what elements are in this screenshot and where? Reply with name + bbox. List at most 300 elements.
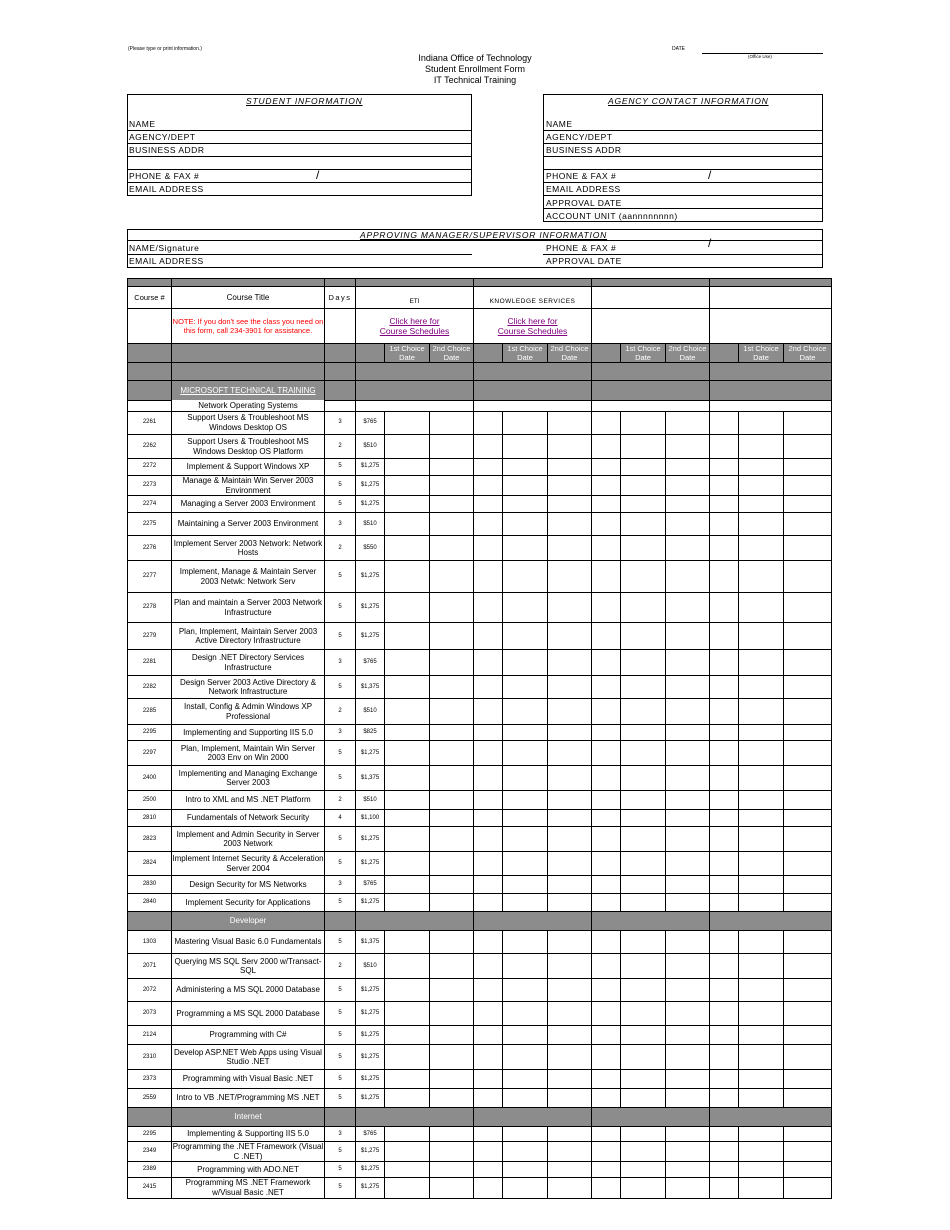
vendor-check-cell[interactable] [474,1142,503,1162]
vendor-check-cell[interactable] [474,593,503,623]
vendor-check-cell[interactable] [592,766,621,791]
vendor-check-cell[interactable] [710,894,739,912]
second-choice-cell[interactable] [548,979,592,1002]
vendor-check-cell[interactable] [710,1089,739,1108]
eti-second-choice-cell[interactable] [430,536,474,561]
second-choice-cell[interactable] [784,513,832,536]
first-choice-cell[interactable] [621,676,666,699]
vendor-check-cell[interactable] [592,476,621,496]
first-choice-cell[interactable] [621,1026,666,1045]
second-choice-cell[interactable] [666,979,710,1002]
vendor-check-cell[interactable] [592,513,621,536]
second-choice-cell[interactable] [548,894,592,912]
vendor-check-cell[interactable] [710,1142,739,1162]
first-choice-cell[interactable] [503,513,548,536]
vendor-check-cell[interactable] [592,1162,621,1178]
second-choice-cell[interactable] [784,979,832,1002]
first-choice-cell[interactable] [503,593,548,623]
second-choice-cell[interactable] [666,791,710,810]
vendor-check-cell[interactable] [474,412,503,435]
vendor-check-cell[interactable] [592,699,621,725]
vendor-check-cell[interactable] [710,791,739,810]
second-choice-cell[interactable] [548,741,592,766]
second-choice-cell[interactable] [548,1089,592,1108]
first-choice-cell[interactable] [503,435,548,459]
second-choice-cell[interactable] [666,954,710,979]
vendor-check-cell[interactable] [474,650,503,676]
eti-second-choice-cell[interactable] [430,496,474,513]
eti-first-choice-cell[interactable] [385,476,430,496]
eti-first-choice-cell[interactable] [385,623,430,650]
first-choice-cell[interactable] [739,894,784,912]
second-choice-cell[interactable] [784,1045,832,1070]
vendor-check-cell[interactable] [474,1127,503,1142]
vendor-check-cell[interactable] [474,476,503,496]
second-choice-cell[interactable] [666,741,710,766]
first-choice-cell[interactable] [739,1002,784,1026]
first-choice-cell[interactable] [739,852,784,876]
vendor-check-cell[interactable] [592,459,621,476]
second-choice-cell[interactable] [548,810,592,827]
first-choice-cell[interactable] [621,536,666,561]
second-choice-cell[interactable] [784,1142,832,1162]
second-choice-cell[interactable] [666,676,710,699]
eti-first-choice-cell[interactable] [385,931,430,954]
eti-second-choice-cell[interactable] [430,876,474,894]
vendor-check-cell[interactable] [474,536,503,561]
eti-first-choice-cell[interactable] [385,894,430,912]
first-choice-cell[interactable] [621,1178,666,1198]
first-choice-cell[interactable] [621,1045,666,1070]
eti-second-choice-cell[interactable] [430,459,474,476]
eti-second-choice-cell[interactable] [430,1142,474,1162]
second-choice-cell[interactable] [666,412,710,435]
first-choice-cell[interactable] [739,741,784,766]
first-choice-cell[interactable] [503,676,548,699]
first-choice-cell[interactable] [503,1178,548,1198]
eti-first-choice-cell[interactable] [385,954,430,979]
eti-first-choice-cell[interactable] [385,1178,430,1198]
second-choice-cell[interactable] [666,876,710,894]
vendor-check-cell[interactable] [474,876,503,894]
eti-first-choice-cell[interactable] [385,1162,430,1178]
vendor-check-cell[interactable] [592,931,621,954]
first-choice-cell[interactable] [739,476,784,496]
first-choice-cell[interactable] [621,1127,666,1142]
student-agency-field[interactable] [127,143,472,144]
second-choice-cell[interactable] [548,623,592,650]
second-choice-cell[interactable] [548,876,592,894]
second-choice-cell[interactable] [666,931,710,954]
manager-name-field[interactable] [127,254,472,255]
eti-first-choice-cell[interactable] [385,1089,430,1108]
second-choice-cell[interactable] [784,593,832,623]
vendor-check-cell[interactable] [710,412,739,435]
second-choice-cell[interactable] [666,593,710,623]
first-choice-cell[interactable] [503,827,548,852]
second-choice-cell[interactable] [548,1045,592,1070]
eti-second-choice-cell[interactable] [430,699,474,725]
vendor-check-cell[interactable] [474,979,503,1002]
second-choice-cell[interactable] [548,852,592,876]
vendor-check-cell[interactable] [710,827,739,852]
first-choice-cell[interactable] [739,1178,784,1198]
second-choice-cell[interactable] [666,852,710,876]
first-choice-cell[interactable] [503,876,548,894]
second-choice-cell[interactable] [548,954,592,979]
second-choice-cell[interactable] [784,676,832,699]
first-choice-cell[interactable] [739,791,784,810]
vendor-check-cell[interactable] [592,741,621,766]
eti-first-choice-cell[interactable] [385,513,430,536]
vendor-check-cell[interactable] [592,1002,621,1026]
second-choice-cell[interactable] [784,1162,832,1178]
first-choice-cell[interactable] [739,1045,784,1070]
first-choice-cell[interactable] [503,894,548,912]
vendor-check-cell[interactable] [710,699,739,725]
first-choice-cell[interactable] [621,699,666,725]
vendor-check-cell[interactable] [592,496,621,513]
second-choice-cell[interactable] [784,476,832,496]
vendor-check-cell[interactable] [710,676,739,699]
vendor-check-cell[interactable] [592,412,621,435]
first-choice-cell[interactable] [621,1070,666,1089]
first-choice-cell[interactable] [739,435,784,459]
second-choice-cell[interactable] [666,623,710,650]
second-choice-cell[interactable] [784,1127,832,1142]
second-choice-cell[interactable] [548,1162,592,1178]
first-choice-cell[interactable] [739,650,784,676]
second-choice-cell[interactable] [784,876,832,894]
eti-first-choice-cell[interactable] [385,650,430,676]
first-choice-cell[interactable] [739,496,784,513]
eti-second-choice-cell[interactable] [430,593,474,623]
first-choice-cell[interactable] [503,412,548,435]
second-choice-cell[interactable] [784,766,832,791]
second-choice-cell[interactable] [784,827,832,852]
ks-link-line1[interactable]: Click here for [507,315,558,326]
agency-dept-field[interactable] [543,143,823,144]
second-choice-cell[interactable] [784,496,832,513]
vendor-check-cell[interactable] [592,979,621,1002]
first-choice-cell[interactable] [739,931,784,954]
second-choice-cell[interactable] [666,894,710,912]
first-choice-cell[interactable] [739,593,784,623]
first-choice-cell[interactable] [739,954,784,979]
first-choice-cell[interactable] [621,791,666,810]
vendor-check-cell[interactable] [710,650,739,676]
first-choice-cell[interactable] [621,496,666,513]
second-choice-cell[interactable] [784,1178,832,1198]
vendor-check-cell[interactable] [710,1045,739,1070]
eti-first-choice-cell[interactable] [385,536,430,561]
second-choice-cell[interactable] [784,412,832,435]
first-choice-cell[interactable] [621,513,666,536]
vendor-check-cell[interactable] [592,876,621,894]
second-choice-cell[interactable] [548,435,592,459]
vendor-check-cell[interactable] [592,1127,621,1142]
first-choice-cell[interactable] [739,766,784,791]
eti-first-choice-cell[interactable] [385,1026,430,1045]
eti-second-choice-cell[interactable] [430,741,474,766]
first-choice-cell[interactable] [621,1089,666,1108]
first-choice-cell[interactable] [503,1045,548,1070]
first-choice-cell[interactable] [739,810,784,827]
vendor-check-cell[interactable] [474,459,503,476]
eti-second-choice-cell[interactable] [430,650,474,676]
first-choice-cell[interactable] [739,725,784,741]
second-choice-cell[interactable] [666,1142,710,1162]
eti-second-choice-cell[interactable] [430,561,474,593]
vendor-check-cell[interactable] [474,1002,503,1026]
vendor-check-cell[interactable] [710,979,739,1002]
first-choice-cell[interactable] [503,931,548,954]
first-choice-cell[interactable] [739,1162,784,1178]
eti-second-choice-cell[interactable] [430,1026,474,1045]
second-choice-cell[interactable] [548,766,592,791]
eti-second-choice-cell[interactable] [430,791,474,810]
agency-phone-field[interactable] [543,182,823,183]
first-choice-cell[interactable] [739,876,784,894]
first-choice-cell[interactable] [503,810,548,827]
vendor-check-cell[interactable] [710,536,739,561]
eti-first-choice-cell[interactable] [385,1070,430,1089]
vendor-check-cell[interactable] [710,741,739,766]
ks-schedule-link[interactable] [474,309,592,344]
agency-addr-field[interactable] [543,156,823,157]
second-choice-cell[interactable] [784,459,832,476]
second-choice-cell[interactable] [666,435,710,459]
eti-second-choice-cell[interactable] [430,1070,474,1089]
eti-second-choice-cell[interactable] [430,810,474,827]
second-choice-cell[interactable] [548,650,592,676]
second-choice-cell[interactable] [666,1070,710,1089]
second-choice-cell[interactable] [666,725,710,741]
first-choice-cell[interactable] [621,741,666,766]
second-choice-cell[interactable] [784,894,832,912]
second-choice-cell[interactable] [548,536,592,561]
vendor-check-cell[interactable] [474,1162,503,1178]
vendor-check-cell[interactable] [474,561,503,593]
first-choice-cell[interactable] [503,1142,548,1162]
first-choice-cell[interactable] [739,412,784,435]
first-choice-cell[interactable] [739,1070,784,1089]
vendor-check-cell[interactable] [592,725,621,741]
student-email-field[interactable] [127,195,472,196]
second-choice-cell[interactable] [666,1162,710,1178]
eti-second-choice-cell[interactable] [430,1002,474,1026]
eti-second-choice-cell[interactable] [430,435,474,459]
vendor-check-cell[interactable] [592,650,621,676]
second-choice-cell[interactable] [548,931,592,954]
second-choice-cell[interactable] [666,496,710,513]
second-choice-cell[interactable] [784,623,832,650]
vendor-check-cell[interactable] [710,496,739,513]
eti-first-choice-cell[interactable] [385,766,430,791]
second-choice-cell[interactable] [666,1026,710,1045]
second-choice-cell[interactable] [666,459,710,476]
vendor-check-cell[interactable] [592,852,621,876]
vendor-check-cell[interactable] [592,593,621,623]
vendor-check-cell[interactable] [474,513,503,536]
eti-second-choice-cell[interactable] [430,894,474,912]
first-choice-cell[interactable] [503,791,548,810]
vendor-check-cell[interactable] [592,791,621,810]
first-choice-cell[interactable] [621,623,666,650]
eti-first-choice-cell[interactable] [385,676,430,699]
vendor-check-cell[interactable] [710,476,739,496]
first-choice-cell[interactable] [503,1127,548,1142]
first-choice-cell[interactable] [739,676,784,699]
vendor-check-cell[interactable] [710,513,739,536]
eti-second-choice-cell[interactable] [430,1045,474,1070]
student-addr-field[interactable] [127,156,472,157]
vendor-check-cell[interactable] [710,1026,739,1045]
eti-first-choice-cell[interactable] [385,1127,430,1142]
vendor-check-cell[interactable] [710,1127,739,1142]
second-choice-cell[interactable] [784,561,832,593]
first-choice-cell[interactable] [503,623,548,650]
first-choice-cell[interactable] [503,1002,548,1026]
second-choice-cell[interactable] [666,1178,710,1198]
first-choice-cell[interactable] [621,1002,666,1026]
student-name-field[interactable] [127,130,472,131]
second-choice-cell[interactable] [784,1070,832,1089]
second-choice-cell[interactable] [548,1178,592,1198]
first-choice-cell[interactable] [503,536,548,561]
eti-first-choice-cell[interactable] [385,561,430,593]
vendor-check-cell[interactable] [710,1178,739,1198]
eti-first-choice-cell[interactable] [385,725,430,741]
second-choice-cell[interactable] [784,1002,832,1026]
second-choice-cell[interactable] [666,766,710,791]
vendor-check-cell[interactable] [474,852,503,876]
first-choice-cell[interactable] [621,476,666,496]
eti-first-choice-cell[interactable] [385,435,430,459]
second-choice-cell[interactable] [666,1045,710,1070]
first-choice-cell[interactable] [621,561,666,593]
vendor-check-cell[interactable] [710,1002,739,1026]
eti-first-choice-cell[interactable] [385,876,430,894]
second-choice-cell[interactable] [784,954,832,979]
vendor-check-cell[interactable] [592,1026,621,1045]
eti-second-choice-cell[interactable] [430,1127,474,1142]
first-choice-cell[interactable] [621,810,666,827]
second-choice-cell[interactable] [548,593,592,623]
second-choice-cell[interactable] [784,852,832,876]
eti-first-choice-cell[interactable] [385,741,430,766]
eti-second-choice-cell[interactable] [430,676,474,699]
second-choice-cell[interactable] [548,1070,592,1089]
second-choice-cell[interactable] [548,476,592,496]
second-choice-cell[interactable] [548,827,592,852]
vendor-check-cell[interactable] [592,1089,621,1108]
eti-second-choice-cell[interactable] [430,1178,474,1198]
vendor-check-cell[interactable] [592,1142,621,1162]
second-choice-cell[interactable] [548,459,592,476]
second-choice-cell[interactable] [666,699,710,725]
vendor-check-cell[interactable] [710,1162,739,1178]
first-choice-cell[interactable] [503,1162,548,1178]
first-choice-cell[interactable] [621,1142,666,1162]
vendor-check-cell[interactable] [474,699,503,725]
vendor-check-cell[interactable] [710,766,739,791]
first-choice-cell[interactable] [503,979,548,1002]
eti-first-choice-cell[interactable] [385,1142,430,1162]
vendor-check-cell[interactable] [474,741,503,766]
eti-second-choice-cell[interactable] [430,954,474,979]
vendor-check-cell[interactable] [592,676,621,699]
agency-approval-field[interactable] [543,208,823,209]
vendor-check-cell[interactable] [474,676,503,699]
first-choice-cell[interactable] [739,459,784,476]
second-choice-cell[interactable] [548,1002,592,1026]
vendor-check-cell[interactable] [592,1070,621,1089]
vendor-check-cell[interactable] [592,894,621,912]
second-choice-cell[interactable] [548,561,592,593]
first-choice-cell[interactable] [503,766,548,791]
vendor-check-cell[interactable] [710,593,739,623]
second-choice-cell[interactable] [548,1026,592,1045]
second-choice-cell[interactable] [548,412,592,435]
second-choice-cell[interactable] [666,827,710,852]
vendor-check-cell[interactable] [474,1089,503,1108]
first-choice-cell[interactable] [739,827,784,852]
vendor-check-cell[interactable] [592,561,621,593]
vendor-check-cell[interactable] [710,876,739,894]
vendor-check-cell[interactable] [474,1045,503,1070]
eti-second-choice-cell[interactable] [430,623,474,650]
second-choice-cell[interactable] [666,1127,710,1142]
eti-first-choice-cell[interactable] [385,852,430,876]
eti-second-choice-cell[interactable] [430,1089,474,1108]
second-choice-cell[interactable] [666,1089,710,1108]
eti-first-choice-cell[interactable] [385,810,430,827]
vendor-check-cell[interactable] [474,1070,503,1089]
vendor-check-cell[interactable] [710,561,739,593]
second-choice-cell[interactable] [548,496,592,513]
second-choice-cell[interactable] [784,435,832,459]
first-choice-cell[interactable] [621,894,666,912]
second-choice-cell[interactable] [548,791,592,810]
vendor-check-cell[interactable] [710,1070,739,1089]
eti-second-choice-cell[interactable] [430,725,474,741]
vendor-check-cell[interactable] [474,931,503,954]
second-choice-cell[interactable] [784,1089,832,1108]
vendor-check-cell[interactable] [710,810,739,827]
vendor-check-cell[interactable] [474,791,503,810]
vendor-check-cell[interactable] [592,435,621,459]
eti-second-choice-cell[interactable] [430,827,474,852]
eti-first-choice-cell[interactable] [385,979,430,1002]
first-choice-cell[interactable] [621,979,666,1002]
eti-second-choice-cell[interactable] [430,1162,474,1178]
second-choice-cell[interactable] [666,1002,710,1026]
student-phone-field[interactable] [127,182,472,183]
first-choice-cell[interactable] [621,593,666,623]
first-choice-cell[interactable] [621,766,666,791]
eti-first-choice-cell[interactable] [385,496,430,513]
first-choice-cell[interactable] [503,476,548,496]
second-choice-cell[interactable] [666,476,710,496]
vendor-check-cell[interactable] [592,536,621,561]
eti-link-line2[interactable]: Course Schedules [379,326,450,336]
second-choice-cell[interactable] [784,810,832,827]
first-choice-cell[interactable] [503,1026,548,1045]
second-choice-cell[interactable] [784,791,832,810]
vendor-check-cell[interactable] [474,1178,503,1198]
second-choice-cell[interactable] [666,650,710,676]
